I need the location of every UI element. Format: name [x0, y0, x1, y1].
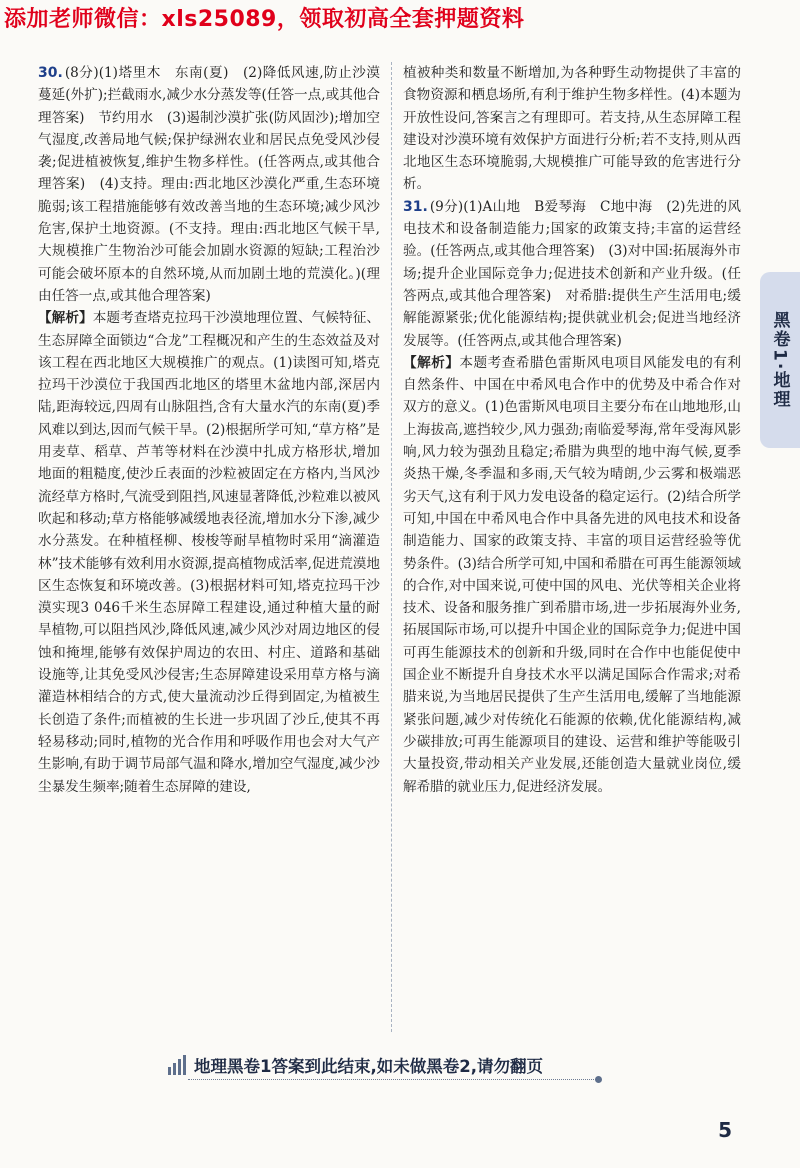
question-30-analysis	[38, 307, 380, 798]
footer-dotted-line	[188, 1079, 598, 1080]
left-column	[38, 62, 380, 798]
question-30-analysis-text: 本题考查塔克拉玛干沙漠地理位置、气候特征、生态屏障全面锁边“合龙”工程概况和产生的生态效益及对该工程在西北地区大规模推广的观点。(1)读图可知,塔克拉玛干沙漠位于我国西北地区的塔里木盆地内部,深居内陆,距海较远,四周有山脉阻挡,含有大量水汽的东南(夏)季风难以到达,因而气候干旱。(2)根据所学可知,“草方格”是用麦草、稻草、芦苇等材料在沙漠中扎成方格形状,增加地面的粗糙度,使沙丘表面的沙粒被固定在方格内,当风沙流经草方格时,气流受到阻挡,风速显著降低,沙粒难以被风吹起和移动;草方格能够减缓地表径流,增加水分下渗,减少水分蒸发。在种植柽柳、梭梭等耐旱植物时采用“滴灌造林”技术能够有效利用水资源,提高植物成活率,促进荒漠地区生态恢复和环境改善。(3)根据材料可知,塔克拉玛干沙漠实现3 046千米生态屏障工程建设,通过种植大量的耐旱植物,可以阻挡风沙,降低风速,减少风沙对周边地区的侵蚀和掩埋,能够有效保护周边的农田、村庄、道路和基础设施等,让其免受风沙侵害;生态屏障建设采用草方格与滴灌造林相结合的方式,使大量流动沙丘得到固定,为植被生长创造了条件;而植被的生长进一步巩固了沙丘,使其不再轻易移动;同时,植物的光合作用和呼吸作用也会对大气产生影响,有助于调节局部气温和降水,增加空气湿度,减少沙尘暴发生频率;随着生态屏障的建设,	[38, 310, 380, 795]
question-30-answer	[38, 62, 380, 307]
question-30-analysis-tag: 【解析】	[38, 310, 93, 327]
question-31-number: 31.	[403, 198, 428, 215]
section-side-tab	[760, 272, 800, 448]
question-31-answer-text: (9分)(1)A山地 B爱琴海 C地中海 (2)先进的风电技术和设备制造能力;国家的政策支持;丰富的运营经验。(任答两点,或其他合理答案) (3)对中国:拓展海外市场;提升企业国际竞争力;促进技术创新和产业升级。(任答两点,或其他合理答案) 对希腊:提供生产生活用电;缓解能源紧张;优化能源结构;提供就业机会;促进当地经济发展等。(任答两点,或其他合理答案)	[403, 198, 741, 349]
watermark-banner: 添加老师微信：xls25089，领取初高全套押题资料	[4, 7, 525, 32]
page-number: 5	[718, 1118, 732, 1142]
question-30-number: 30.	[38, 65, 63, 81]
question-31-answer	[403, 196, 741, 352]
footer-notice	[168, 1048, 608, 1082]
question-30-answer-text: (8分)(1)塔里木 东南(夏) (2)降低风速,防止沙漠蔓延(外扩);拦截雨水,减少水分蒸发等(任答一点,或其他合理答案) 节约用水 (3)遏制沙漠扩张(防风固沙);增加空气湿度,改善局地气候;保护绿洲农业和居民点免受风沙侵袭;促进植被恢复,维护生物多样性。(任答两点,或其他合理答案) (4)支持。理由:西北地区沙漠化严重,生态环境脆弱;该工程措施能够有效改善当地的生态环境;减少风沙危害,保护土地资源。(不支持。理由:西北地区气候干旱,大规模推广生物治沙可能会加剧水资源的短缺;工程治沙可能会破坏原本的自然环境,从而加剧土地的荒漠化。)(理由任答一点,或其他合理答案)	[38, 65, 380, 304]
bar-chart-icon	[168, 1055, 186, 1075]
question-31-analysis-text: 本题考查希腊色雷斯风电项目风能发电的有利自然条件、中国在中希风电合作中的优势及中希合作对双方的意义。(1)色雷斯风电项目主要分布在山地地形,山上海拔高,遮挡较少,风力强劲;南临爱琴海,常年受海风影响,风力较为强劲且稳定;希腊为典型的地中海气候,夏季炎热干燥,冬季温和多雨,天气较为晴朗,少云雾和极端恶劣天气,这有利于风力发电设备的稳定运行。(2)结合所学可知,中国在中希风电合作中具备先进的风电技术和设备制造能力、国家的政策支持、丰富的项目运营经验等优势条件。(3)结合所学可知,中国和希腊在可再生能源领域的合作,对中国来说,可使中国的风电、光伏等相关企业将技术、设备和服务推广到希腊市场,进一步拓展海外业务,拓展国际市场,可以提升中国企业的国际竞争力;促进中国可再生能源技术的创新和升级,同时在合作中也能促使中国企业不断提升自身技术水平以满足国际合作需求;对希腊来说,为当地居民提供了生产生活用电,缓解了当地能源紧张问题,减少对传统化石能源的依赖,优化能源结构,减少碳排放;可再生能源项目的建设、运营和维护等能吸引大量投资,带动相关产业发展,还能创造大量就业岗位,缓解希腊的就业压力,促进经济发展。	[403, 354, 742, 795]
right-column	[403, 62, 741, 798]
question-31-analysis-tag: 【解析】	[403, 354, 460, 371]
question-30-analysis-continued: 植被种类和数量不断增加,为各种野生动物提供了丰富的食物资源和栖息场所,有利于维护生物多样性。(4)本题为开放性设问,答案言之有理即可。若支持,从生态屏障工程建设对沙漠环境有效保护方面进行分析;若不支持,则从西北地区生态环境脆弱,大规模推广可能导致的危害进行分析。	[403, 65, 741, 193]
section-side-tab-label: 黑卷1·地理	[769, 310, 790, 410]
footer-notice-text: 地理黑卷1答案到此结束,如未做黑卷2,请勿翻页	[194, 1057, 543, 1076]
column-divider	[391, 62, 392, 1032]
question-31-analysis	[403, 352, 741, 798]
